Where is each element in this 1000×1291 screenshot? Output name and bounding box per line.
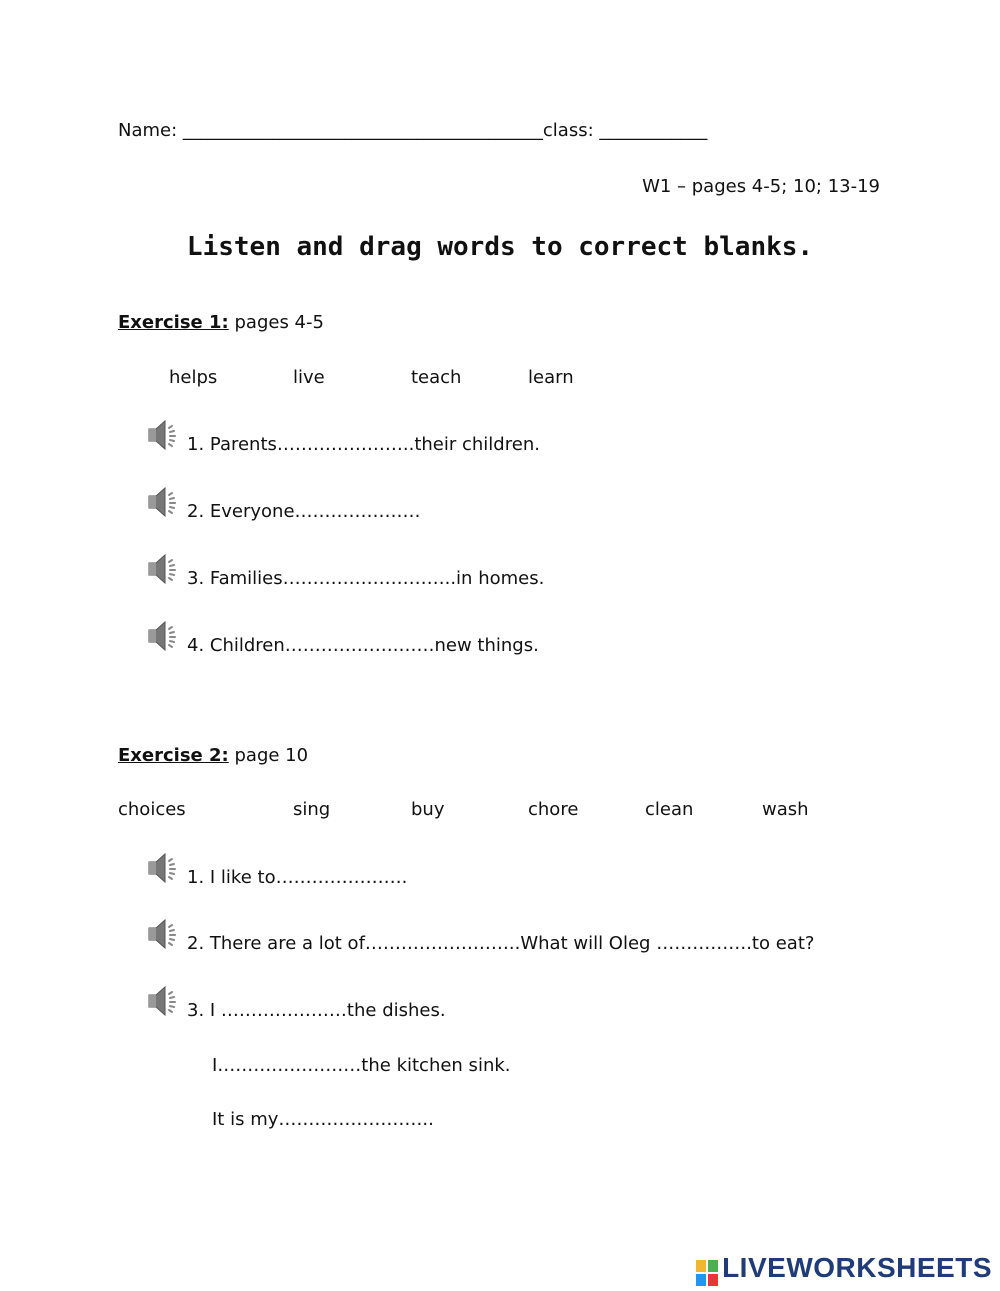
exercise-2-pages: page 10	[234, 745, 309, 766]
page-reference: W1 – pages 4-5; 10; 13-19	[642, 176, 880, 197]
exercise-2-heading	[118, 745, 308, 766]
speaker-icon[interactable]	[146, 984, 182, 1018]
sentence-continuation: It is my……………………..	[212, 1109, 434, 1130]
speaker-icon[interactable]	[146, 619, 182, 653]
name-line	[118, 120, 707, 141]
liveworksheets-logo	[696, 1260, 718, 1286]
speaker-icon[interactable]	[146, 485, 182, 519]
sentence-continuation: I……………………the kitchen sink.	[212, 1055, 511, 1076]
class-label: class:	[542, 120, 594, 141]
word-bank-item[interactable]: live	[293, 367, 325, 388]
speaker-icon[interactable]	[146, 917, 182, 951]
brand-name: LIVEWORKSHEETS	[722, 1252, 992, 1283]
word-bank-item[interactable]: choices	[118, 799, 186, 820]
speaker-icon[interactable]	[146, 552, 182, 586]
word-bank-item[interactable]: buy	[411, 799, 445, 820]
sentence: 3. Families………………………..in homes.	[187, 568, 545, 589]
speaker-icon[interactable]	[146, 851, 182, 885]
speaker-icon[interactable]	[146, 418, 182, 452]
word-bank-item[interactable]: sing	[293, 799, 331, 820]
sentence: 1. Parents…………………..their children.	[187, 434, 540, 455]
footer-brand	[696, 1252, 992, 1286]
word-bank-item[interactable]: learn	[528, 367, 574, 388]
sentence: 1. I like to………………….	[187, 867, 408, 888]
exercise-1-pages: pages 4-5	[234, 312, 324, 333]
sentence: 2. There are a lot of……………………..What will Oleg …………….to eat?	[187, 933, 815, 954]
exercise-2-label: Exercise 2:	[118, 745, 229, 766]
sentence: 3. I …………………the dishes.	[187, 1000, 446, 1021]
page-title: Listen and drag words to correct blanks.	[186, 232, 814, 262]
exercise-1-heading	[118, 312, 324, 333]
word-bank-item[interactable]: clean	[645, 799, 694, 820]
word-bank-item[interactable]: wash	[762, 799, 809, 820]
word-bank-item[interactable]: teach	[411, 367, 462, 388]
sentence: 4. Children……………….……new things.	[187, 635, 539, 656]
class-blank[interactable]: ____________	[599, 120, 708, 141]
word-bank-item[interactable]: helps	[169, 367, 218, 388]
exercise-1-label: Exercise 1:	[118, 312, 229, 333]
name-label: Name:	[118, 120, 178, 141]
sentence: 2. Everyone…………………	[187, 501, 421, 522]
word-bank-item[interactable]: chore	[528, 799, 579, 820]
name-blank[interactable]: ________________________________________	[182, 120, 543, 141]
